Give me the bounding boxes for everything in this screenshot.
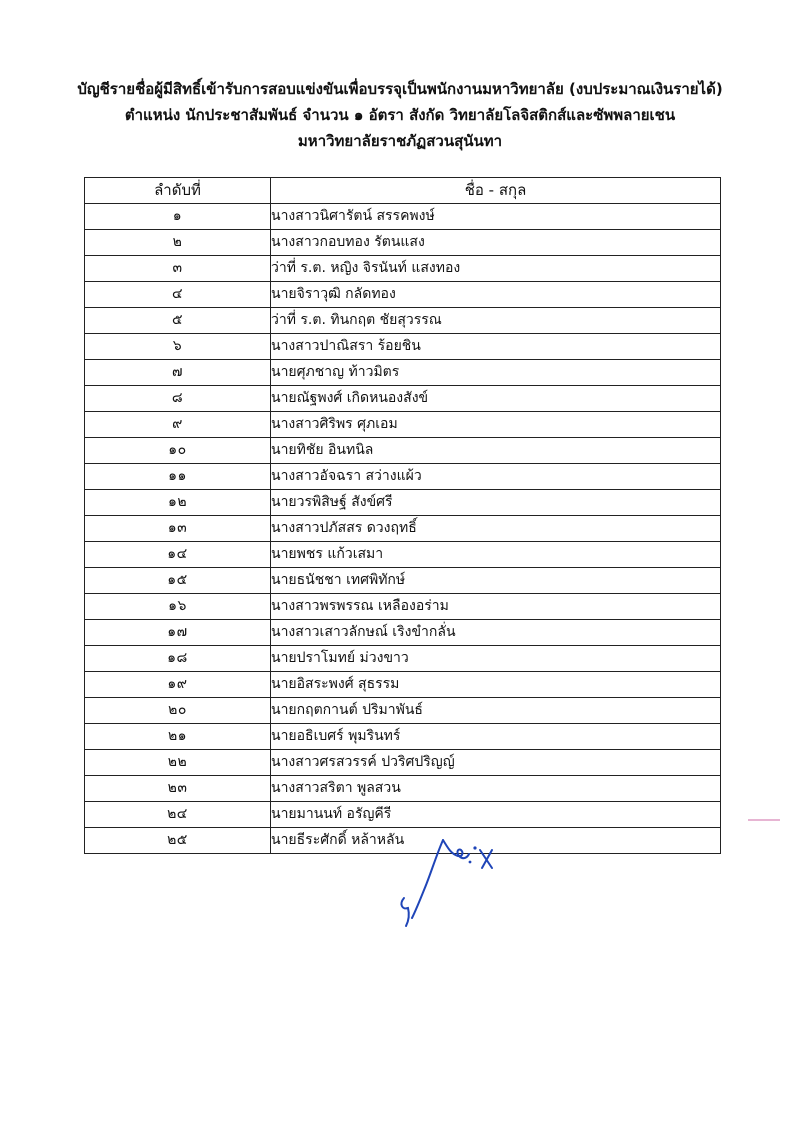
row-name-cell: นายธีระศักดิ์ หล้าหลัน: [271, 828, 721, 854]
row-name-cell: ว่าที่ ร.ต. ทินกฤต ชัยสุวรรณ: [271, 308, 721, 334]
row-number-cell: ๗: [85, 360, 271, 386]
table-row: [85, 412, 721, 438]
table-row: [85, 776, 721, 802]
row-number-cell: ๒๑: [85, 724, 271, 750]
table-row: [85, 334, 721, 360]
table-row: [85, 282, 721, 308]
row-name-cell: นางสาวปาณิสรา ร้อยชิน: [271, 334, 721, 360]
row-number-cell: ๙: [85, 412, 271, 438]
row-number-cell: ๒: [85, 230, 271, 256]
row-number-cell: ๑๖: [85, 594, 271, 620]
row-name-cell: นายธนัชชา เทศพิทักษ์: [271, 568, 721, 594]
row-name-cell: นายจิราวุฒิ กลัดทอง: [271, 282, 721, 308]
row-name-cell: นางสาวกอบทอง รัตนแสง: [271, 230, 721, 256]
table-row: [85, 568, 721, 594]
table-row: [85, 750, 721, 776]
row-number-cell: ๔: [85, 282, 271, 308]
row-number-cell: ๑๕: [85, 568, 271, 594]
table-row: [85, 204, 721, 230]
column-header-order: ลำดับที่: [85, 178, 271, 204]
table-row: [85, 386, 721, 412]
row-name-cell: นางสาวพรพรรณ เหลืองอร่าม: [271, 594, 721, 620]
row-name-cell: นายพชร แก้วเสมา: [271, 542, 721, 568]
document-header: [0, 76, 800, 154]
row-name-cell: นางสาวอัจฉรา สว่างแผ้ว: [271, 464, 721, 490]
row-number-cell: ๑๔: [85, 542, 271, 568]
header-title-line-1: บัญชีรายชื่อผู้มีสิทธิ์เข้ารับการสอบแข่งขันเพื่อบรรจุเป็นพนักงานมหาวิทยาลัย (งบประมาณเงินรายได้): [77, 80, 723, 98]
column-header-name: ชื่อ - สกุล: [271, 178, 721, 204]
row-name-cell: นายณัฐพงศ์ เกิดหนองสังข์: [271, 386, 721, 412]
row-name-cell: นายกฤตกานต์ ปริมาพันธ์: [271, 698, 721, 724]
row-name-cell: นางสาวนิศารัตน์ สรรคพงษ์: [271, 204, 721, 230]
row-name-cell: นายมานนท์ อรัญคีรี: [271, 802, 721, 828]
row-number-cell: ๑๑: [85, 464, 271, 490]
table-row: [85, 308, 721, 334]
table-row: [85, 724, 721, 750]
table-row: [85, 646, 721, 672]
table-row: [85, 542, 721, 568]
row-number-cell: ๘: [85, 386, 271, 412]
table-row: [85, 698, 721, 724]
row-number-cell: ๑๘: [85, 646, 271, 672]
table-row: [85, 516, 721, 542]
row-name-cell: นายวรพิสิษฐ์ สังข์ศรี: [271, 490, 721, 516]
table-body: [85, 204, 721, 854]
table-row: [85, 802, 721, 828]
row-number-cell: ๑๒: [85, 490, 271, 516]
row-number-cell: ๖: [85, 334, 271, 360]
candidate-table: [84, 177, 721, 854]
table-row: [85, 230, 721, 256]
table-row: [85, 490, 721, 516]
row-number-cell: ๑๓: [85, 516, 271, 542]
row-name-cell: นายอธิเบศร์ พุมรินทร์: [271, 724, 721, 750]
header-title-line-3: มหาวิทยาลัยราชภัฏสวนสุนันทา: [297, 132, 503, 150]
row-name-cell: นายทิชัย อินทนิล: [271, 438, 721, 464]
handwritten-signature-icon: [396, 836, 516, 932]
table-row: [85, 594, 721, 620]
row-number-cell: ๑: [85, 204, 271, 230]
row-number-cell: ๒๓: [85, 776, 271, 802]
row-number-cell: ๒๔: [85, 802, 271, 828]
row-name-cell: นางสาวศรสวรรค์ ปวริศปริญญ์: [271, 750, 721, 776]
table-row: [85, 256, 721, 282]
row-name-cell: นางสาวเสาวลักษณ์ เริงขำกลั่น: [271, 620, 721, 646]
table-row: [85, 360, 721, 386]
header-title-line-2: ตำแหน่ง นักประชาสัมพันธ์ จำนวน ๑ อัตรา สังกัด วิทยาลัยโลจิสติกส์และซัพพลายเชน: [124, 106, 676, 124]
row-name-cell: นายปราโมทย์ ม่วงขาว: [271, 646, 721, 672]
row-name-cell: นางสาวศิริพร ศุภเอม: [271, 412, 721, 438]
row-name-cell: นายอิสระพงศ์ สุธรรม: [271, 672, 721, 698]
row-number-cell: ๑๐: [85, 438, 271, 464]
row-number-cell: ๒๕: [85, 828, 271, 854]
table-row: [85, 438, 721, 464]
row-number-cell: ๕: [85, 308, 271, 334]
table-row: [85, 672, 721, 698]
row-number-cell: ๑๙: [85, 672, 271, 698]
edge-mark: [748, 819, 780, 821]
table-row: [85, 620, 721, 646]
row-number-cell: ๑๗: [85, 620, 271, 646]
row-name-cell: นางสาวสริตา พูลสวน: [271, 776, 721, 802]
row-number-cell: ๒๒: [85, 750, 271, 776]
row-name-cell: นางสาวปภัสสร ดวงฤทธิ์: [271, 516, 721, 542]
row-number-cell: ๒๐: [85, 698, 271, 724]
row-name-cell: ว่าที่ ร.ต. หญิง จิรนันท์ แสงทอง: [271, 256, 721, 282]
table-header-row: [85, 178, 721, 204]
row-name-cell: นายศุภชาญ ท้าวมิตร: [271, 360, 721, 386]
table-row: [85, 464, 721, 490]
row-number-cell: ๓: [85, 256, 271, 282]
